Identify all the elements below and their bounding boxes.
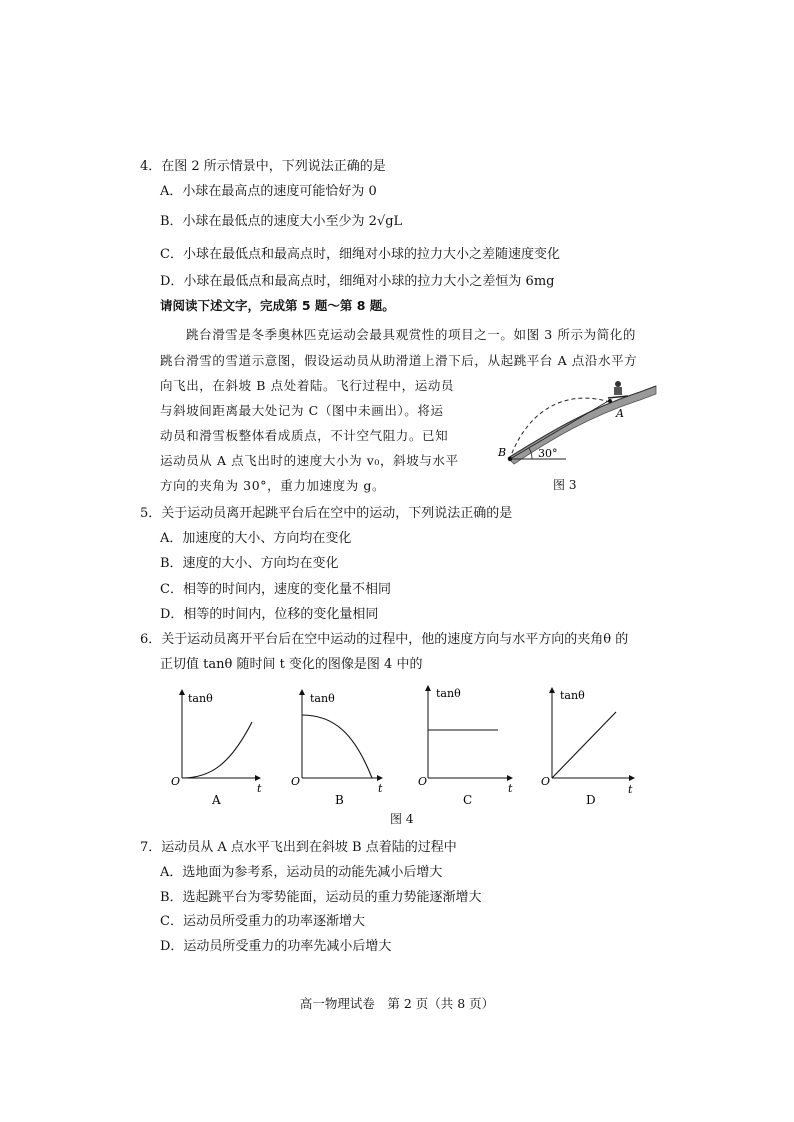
point-a	[608, 399, 612, 403]
graph-d-label: D	[586, 793, 596, 807]
graph-c-label: C	[463, 793, 473, 807]
graph-a-origin: O	[171, 775, 181, 788]
graph-d-x-label: t	[628, 783, 633, 796]
graph-d-line	[552, 712, 616, 778]
figure-3-diagram	[490, 370, 670, 470]
figure-4-caption: 图 4	[390, 812, 414, 826]
label-a: A	[616, 407, 624, 420]
label-b: B	[498, 446, 507, 459]
graph-b-label: B	[335, 793, 344, 807]
instruction: 请阅读下述文字，完成第 5 题～第 8 题。	[160, 298, 395, 313]
passage-line-7: 方向的夹角为 30°，重力加速度为 g。	[160, 478, 386, 493]
graph-b-curve	[302, 715, 372, 778]
incline-line	[510, 400, 610, 459]
q7-option-b: B．选起跳平台为零势能面，运动员的重力势能逐渐增大	[160, 890, 482, 905]
skier-icon	[608, 381, 628, 398]
passage-line-6: 运动员从 A 点飞出时的速度大小为 v₀，斜坡与水平	[160, 453, 459, 468]
passage-line-4: 与斜坡间距离最大处记为 C（图中未画出）。将运	[160, 403, 444, 418]
graph-d	[541, 688, 634, 807]
graph-c-origin: O	[418, 775, 428, 788]
passage-line-3: 向飞出，在斜坡 B 点处着陆。飞行过程中，运动员	[160, 378, 455, 393]
q7-option-d: D．运动员所受重力的功率先减小后增大	[160, 939, 392, 954]
q4-option-c: C．小球在最低点和最高点时，细绳对小球的拉力大小之差随速度变化	[160, 247, 560, 262]
graph-b-x-label: t	[378, 782, 383, 795]
graph-c-x-label: t	[508, 782, 513, 795]
graph-c-y-label: tanθ	[436, 687, 461, 700]
point-b	[508, 457, 512, 461]
q7-option-a: A．选地面为参考系，运动员的动能先减小后增大	[160, 865, 443, 880]
q6-stem-line-2: 正切值 tanθ 随时间 t 变化的图像是图 4 中的	[160, 657, 423, 672]
q4-option-b: B．小球在最低点的速度大小至少为 2√gL	[160, 214, 403, 229]
q4-stem: 4．在图 2 所示情景中，下列说法正确的是	[140, 159, 386, 174]
graph-b	[291, 690, 383, 807]
graph-b-origin: O	[291, 775, 301, 788]
graph-d-y-label: tanθ	[560, 689, 585, 702]
passage-line-5: 动员和滑雪板整体看成质点，不计空气阻力。已知	[160, 428, 449, 443]
graph-c	[418, 686, 513, 807]
graph-b-y-label: tanθ	[310, 692, 335, 705]
figure-3-caption: 图 3	[553, 478, 577, 492]
q5-option-d: D．相等的时间内，位移的变化量相同	[160, 607, 379, 622]
q7-option-c: C．运动员所受重力的功率逐渐增大	[160, 914, 365, 929]
angle-label: 30°	[538, 447, 558, 460]
graph-a-curve	[182, 722, 252, 778]
graph-a-label: A	[212, 793, 221, 807]
graph-a	[171, 690, 262, 807]
figure-4-graphs	[160, 680, 650, 810]
q5-option-b: B．速度的大小、方向均在变化	[160, 556, 339, 571]
graph-a-x-label: t	[257, 782, 262, 795]
passage-line-1: 跳台滑雪是冬季奥林匹克运动会最具观赏性的项目之一。如图 3 所示为简化的	[186, 327, 637, 342]
graph-a-y-label: tanθ	[188, 692, 213, 705]
q4-option-d: D．小球在最低点和最高点时，细绳对小球的拉力大小之差恒为 6mg	[160, 274, 555, 289]
page-footer: 高一物理试卷 第 2 页（共 8 页）	[299, 996, 495, 1011]
q4-option-a: A．小球在最高点的速度可能恰好为 0	[160, 184, 377, 199]
q6-stem-line-1: 6．关于运动员离开平台后在空中运动的过程中，他的速度方向与水平方向的夹角θ 的	[140, 632, 629, 647]
q5-option-c: C．相等的时间内，速度的变化量不相同	[160, 582, 391, 597]
passage-line-2: 跳台滑雪的雪道示意图，假设运动员从助滑道上滑下后，从起跳平台 A 点沿水平方	[160, 353, 638, 368]
q5-option-a: A．加速度的大小、方向均在变化	[160, 531, 352, 546]
q7-stem: 7．运动员从 A 点水平飞出到在斜坡 B 点着陆的过程中	[140, 840, 457, 855]
q5-stem: 5．关于运动员离开起跳平台后在空中的运动，下列说法正确的是	[140, 506, 513, 521]
graph-d-origin: O	[541, 775, 551, 788]
